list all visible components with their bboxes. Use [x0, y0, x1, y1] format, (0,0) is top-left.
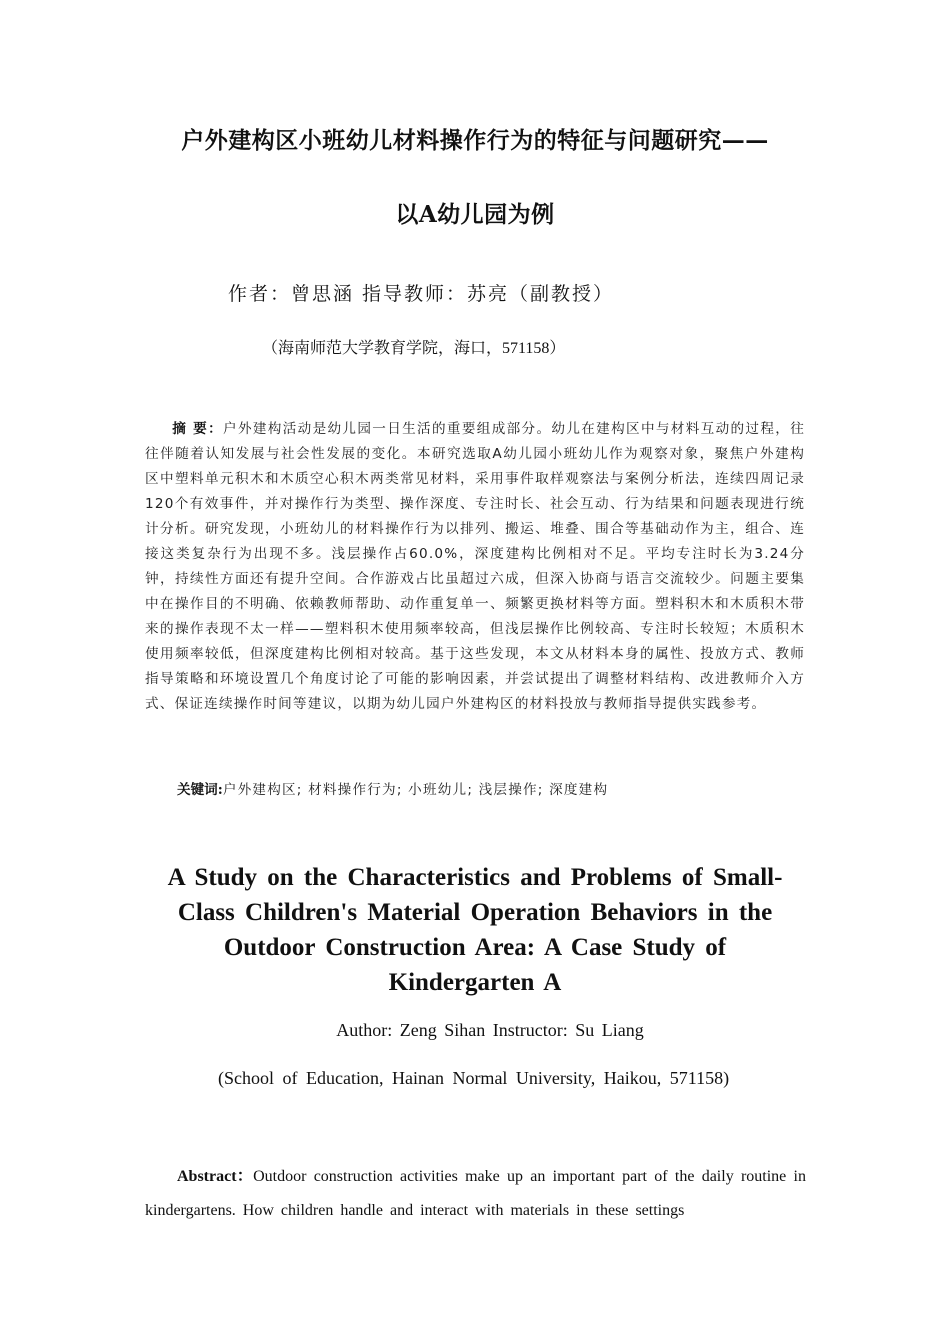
chinese-authors: 作者：曾思涵 指导教师：苏亮（副教授） — [228, 283, 615, 305]
chinese-title-line-1: 户外建构区小班幼儿材料操作行为的特征与问题研究—— — [181, 127, 769, 154]
chinese-title-line-2: 以A幼儿园为例 — [395, 201, 555, 228]
chinese-abstract-label: 摘 要： — [172, 421, 224, 437]
chinese-abstract — [145, 417, 805, 717]
english-authors: Author: Zeng Sihan Instructor: Su Liang — [336, 1020, 644, 1040]
chinese-keywords-text: 户外建构区; 材料操作行为; 小班幼儿; 浅层操作; 深度建构 — [222, 782, 609, 798]
chinese-affiliation: （海南师范大学教育学院，海口，571158） — [262, 340, 566, 357]
english-affiliation: (School of Education, Hainan Normal University, Haikou, 571158) — [218, 1068, 730, 1088]
english-abstract-text: Outdoor construction activities make up an important part of the daily routine in kindergartens. How children handle and interact with materials in these settings — [145, 1168, 806, 1219]
english-abstract-label: Abstract： — [177, 1168, 254, 1185]
english-title: A Study on the Characteristics and Problems of Small-Class Children's Material Operation Behaviors in the Outdoor Construction Area: A Case Study of Kindergarten A — [167, 864, 783, 996]
chinese-abstract-text: 户外建构活动是幼儿园一日生活的重要组成部分。幼儿在建构区中与材料互动的过程，往往伴随着认知发展与社会性发展的变化。本研究选取A幼儿园小班幼儿作为观察对象，聚焦户外建构区中塑料单元积木和木质空心积木两类常见材料，采用事件取样观察法与案例分析法，连续四周记录120个有效事件，并对操作行为类型、操作深度、专注时长、社会互动、行为结果和问题表现进行统计分析。研究发现，小班幼儿的材料操作行为以排列、搬运、堆叠、围合等基础动作为主，组合、连接这类复杂行为出现不多。浅层操作占60.0%，深度建构比例相对不足。平均专注时长为3.24分钟，持续性方面还有提升空间。合作游戏占比虽超过六成，但深入协商与语言交流较少。问题主要集中在操作目的不明确、依赖教师帮助、动作重复单一、频繁更换材料等方面。塑料积木和木质积木带来的操作表现不太一样——塑料积木使用频率较高，但浅层操作比例较高、专注时长较短；木质积木使用频率较低，但深度建构比例相对较高。基于这些发现，本文从材料本身的属性、投放方式、教师指导策略和环境设置几个角度讨论了可能的影响因素，并尝试提出了调整材料结构、改进教师介入方式、保证连续操作时间等建议，以期为幼儿园户外建构区的材料投放与教师指导提供实践参考。 — [145, 421, 805, 712]
english-abstract — [145, 1160, 806, 1228]
chinese-keywords-label: 关键词: — [177, 782, 223, 798]
chinese-keywords — [177, 778, 817, 803]
